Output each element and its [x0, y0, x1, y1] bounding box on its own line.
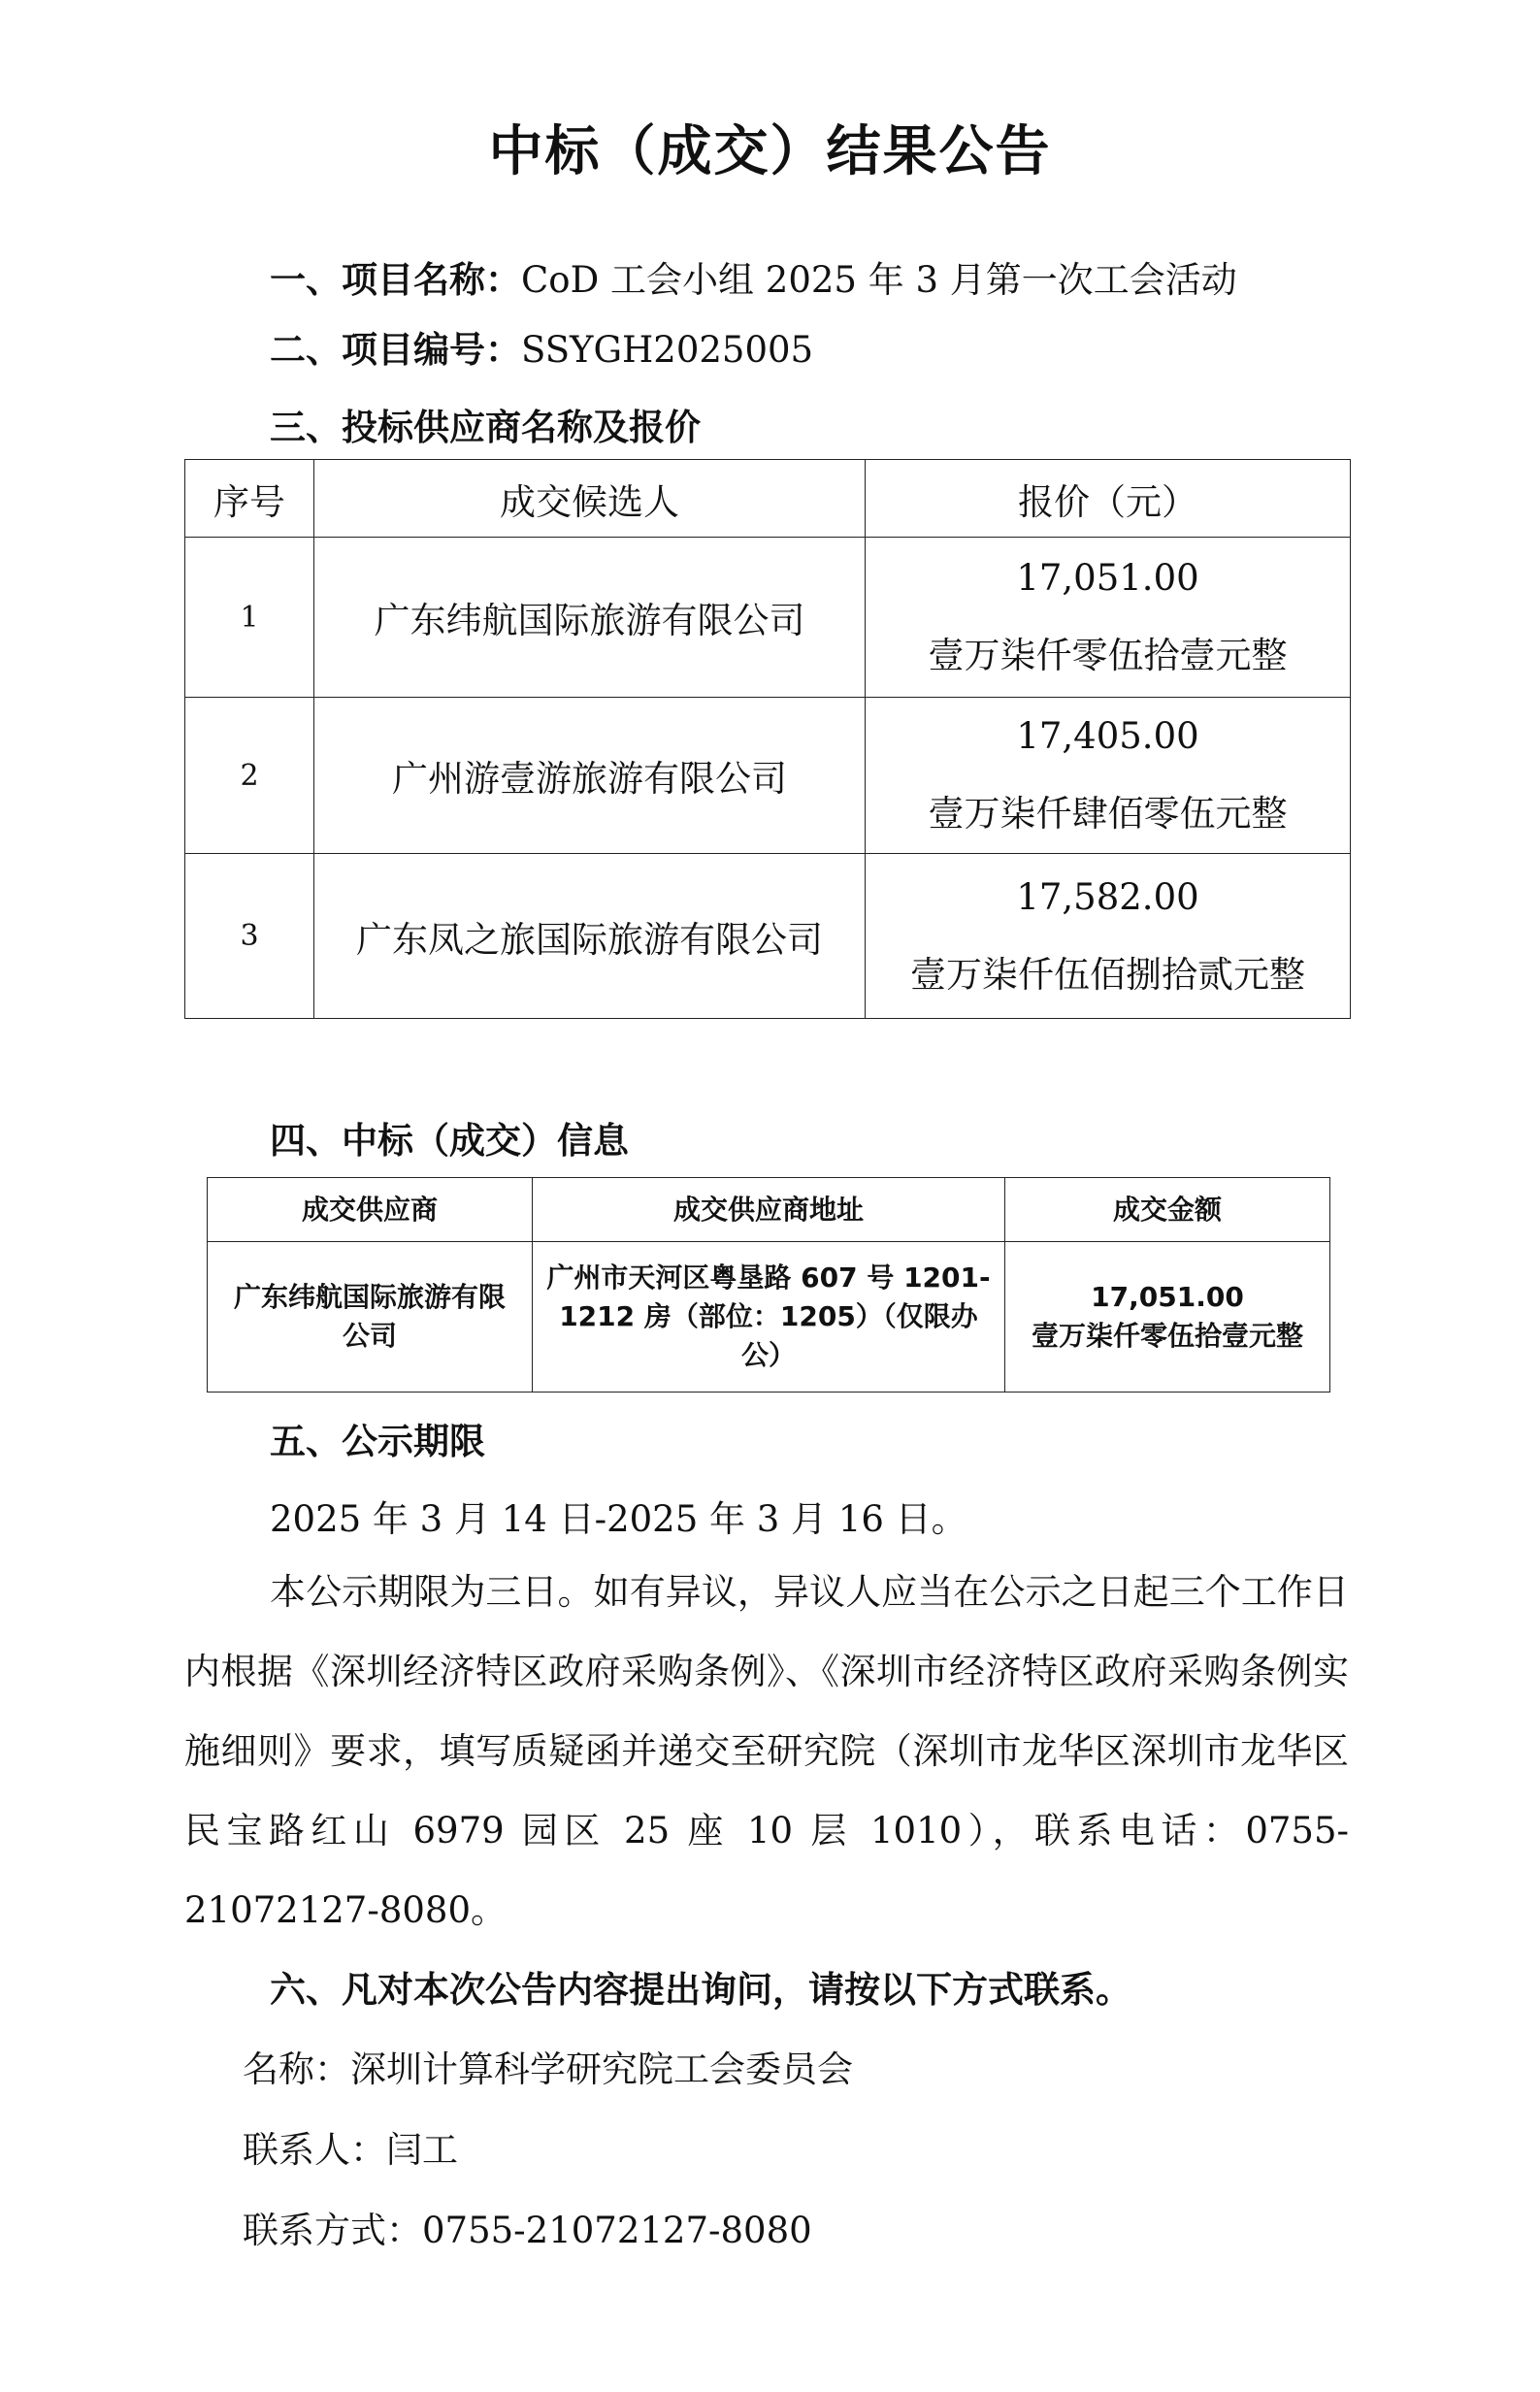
section6-heading: 六、凡对本次公告内容提出询问，请按以下方式联系。: [270, 1969, 1131, 2011]
project-name-line: [270, 250, 1237, 303]
project-name-label: 一、项目名称：: [270, 259, 521, 301]
project-code-value: SSYGH2025005: [521, 329, 814, 371]
win-amount-cell: [1005, 1242, 1330, 1393]
section5-heading: 五、公示期限: [270, 1421, 485, 1462]
bid-table: [184, 459, 1351, 1019]
notice-paragraph: 本公示期限为三日。如有异议，异议人应当在公示之日起三个工作日内根据《深圳经济特区政府采购条例》、《深圳市经济特区政府采购条例实施细则》要求，填写质疑函并递交至研究院（深圳市龙华区深圳市龙华区民宝路红山 6979 园区 25 座 10 层 1010），联系电话：0755-21072127-8080。: [184, 1571, 1349, 1931]
table-row: [185, 698, 1351, 854]
bid-seq: 3: [185, 854, 314, 1019]
project-code-line: [270, 320, 813, 373]
bid-header-name: 成交候选人: [314, 460, 866, 538]
bid-amount-words: 壹万柒仟肆佰零伍元整: [928, 793, 1288, 835]
period-text: 2025 年 3 月 14 日-2025 年 3 月 16 日。: [270, 1498, 967, 1540]
bid-table-header: [185, 460, 1351, 538]
win-table-header: [208, 1178, 1330, 1242]
win-header-supplier: 成交供应商: [208, 1178, 533, 1242]
page-title: 中标（成交）结果公告: [488, 120, 1052, 183]
bid-name: 广东纬航国际旅游有限公司: [314, 538, 866, 698]
project-code-label: 二、项目编号：: [270, 329, 521, 371]
bid-amount-cell: [866, 698, 1351, 854]
bid-amount-cell: [866, 854, 1351, 1019]
bid-amount-cell: [866, 538, 1351, 698]
win-amount: 17,051.00: [1091, 1281, 1244, 1313]
table-row: [185, 854, 1351, 1019]
project-name-value: CoD 工会小组 2025 年 3 月第一次工会活动: [521, 259, 1237, 301]
bid-amount: 17,405.00: [1016, 715, 1199, 757]
contact-person: 联系人：闫工: [243, 2129, 458, 2171]
section4-heading: 四、中标（成交）信息: [270, 1120, 629, 1162]
bid-name: 广州游壹游旅游有限公司: [314, 698, 866, 854]
bid-seq: 1: [185, 538, 314, 698]
section3-heading: 三、投标供应商名称及报价: [270, 407, 701, 448]
contact-name: 名称：深圳计算科学研究院工会委员会: [243, 2048, 853, 2090]
table-row: [208, 1242, 1330, 1393]
win-header-amount: 成交金额: [1005, 1178, 1330, 1242]
win-table: [207, 1177, 1330, 1393]
win-address: 广州市天河区粤垦路 607 号 1201-1212 房（部位：1205）（仅限办公）: [533, 1242, 1005, 1393]
win-header-address: 成交供应商地址: [533, 1178, 1005, 1242]
win-amount-words: 壹万柒仟零伍拾壹元整: [1031, 1320, 1303, 1352]
bid-name: 广东凤之旅国际旅游有限公司: [314, 854, 866, 1019]
bid-amount-words: 壹万柒仟伍佰捌拾贰元整: [910, 953, 1305, 996]
bid-header-amount: 报价（元）: [866, 460, 1351, 538]
bid-amount: 17,051.00: [1016, 557, 1199, 599]
bid-amount: 17,582.00: [1016, 875, 1199, 918]
bid-amount-words: 壹万柒仟零伍拾壹元整: [928, 635, 1288, 676]
win-supplier: 广东纬航国际旅游有限公司: [208, 1242, 533, 1393]
bid-header-seq: 序号: [185, 460, 314, 538]
bid-seq: 2: [185, 698, 314, 854]
contact-phone: 联系方式：0755-21072127-8080: [243, 2210, 812, 2251]
table-row: [185, 538, 1351, 698]
